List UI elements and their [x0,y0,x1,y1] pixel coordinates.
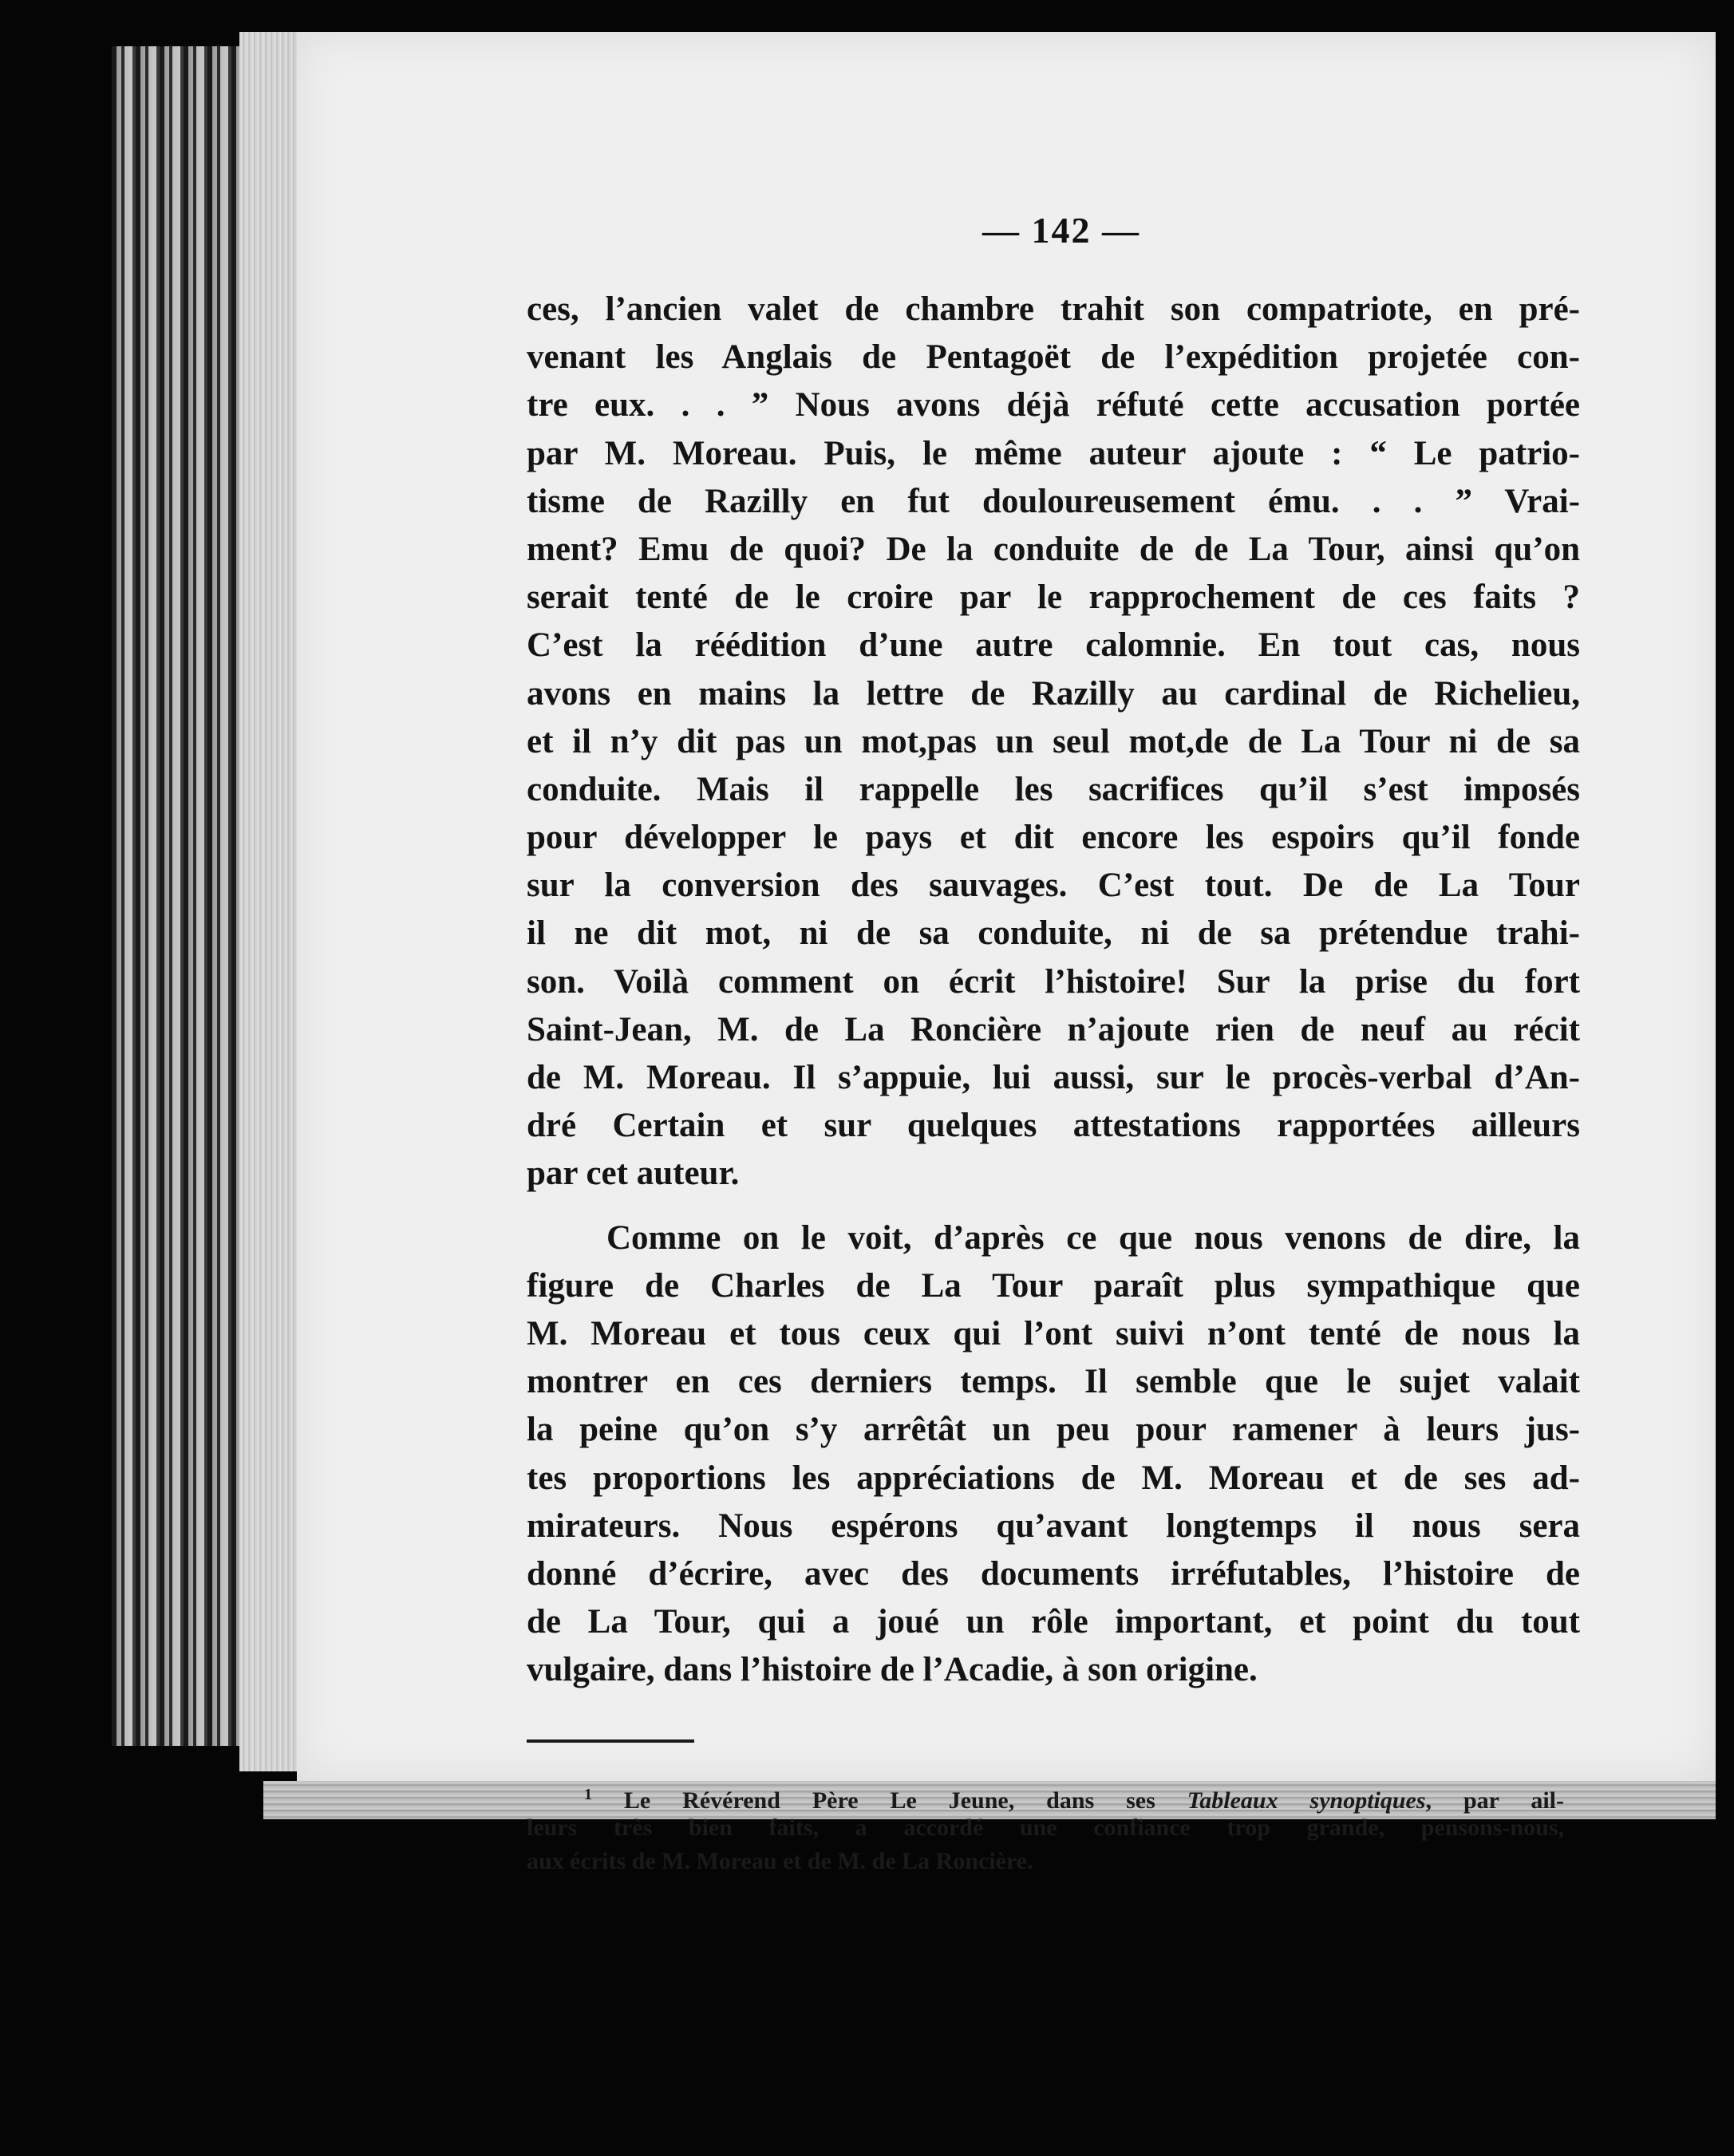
footnote-marker: 1 [584,1786,592,1803]
scan-right-margin [1716,0,1734,2156]
text-line: dré Certain et sur quelques attestations rapportées ailleurs [527,1107,1580,1145]
text-line: vulgaire, dans l’histoire de l’Acadie, à son origine. [527,1651,1258,1689]
text-line: ment? Emu de quoi? De la conduite de de La Tour, ainsi qu’on [527,530,1580,568]
footnote-text: Le Révérend Père Le Jeune, dans ses [623,1787,1187,1814]
text-line: tisme de Razilly en fut douloureusement ému. . . ” Vrai- [527,482,1580,520]
text-line: pour développer le pays et dit encore les espoirs qu’il fonde [527,819,1580,857]
text-line: par M. Moreau. Puis, le même auteur ajoute : “ Le patrio- [527,434,1580,472]
text-line: montrer en ces derniers temps. Il semble que le sujet valait [527,1363,1580,1401]
footnote-line: leurs très bien faits, a accordé une confiance trop grande, pensons-nous, [527,1814,1564,1841]
footnote-line [527,1778,1565,1814]
footnote-line: aux écrits de M. Moreau et de M. de La Roncière. [527,1848,1033,1874]
paragraph-1 [527,286,1580,1198]
text-line: mirateurs. Nous espérons qu’avant longtemps il nous sera [527,1506,1580,1545]
footnote-text: , par ail- [1425,1787,1565,1814]
text-line: venant les Anglais de Pentagoët de l’expédition projetée con- [527,338,1580,377]
footnote-title: Tableaux synoptiques [1187,1787,1426,1814]
text-line: par cet auteur. [527,1155,740,1193]
paragraph-2 [527,1214,1580,1695]
body-text [527,286,1580,1694]
text-line: il ne dit mot, ni de sa conduite, ni de sa prétendue trahi- [527,914,1580,953]
text-line: son. Voilà comment on écrit l’histoire! Sur la prise du fort [527,962,1580,1001]
text-line: de M. Moreau. Il s’appuie, lui aussi, sur le procès-verbal d’An- [527,1059,1580,1096]
text-line: tes proportions les appréciations de M. Moreau et de ses ad- [527,1459,1580,1497]
text-line: sur la conversion des sauvages. C’est tout. De de La Tour [527,867,1580,905]
text-line: donné d’écrire, avec des documents irréfutables, l’histoire de [527,1554,1580,1593]
text-line: Saint-Jean, M. de La Roncière n’ajoute rien de neuf au récit [527,1010,1580,1048]
paragraph-gap [527,1198,1580,1214]
text-line: serait tenté de le croire par le rapprochement de ces faits ? [527,578,1580,617]
text-line: C’est la réédition d’une autre calomnie. En tout cas, nous [527,626,1580,665]
text-line: ces, l’ancien valet de chambre trahit son compatriote, en pré- [527,290,1580,328]
text-line: la peine qu’on s’y arrêtât un peu pour ramener à leurs jus- [527,1411,1580,1449]
text-line: Comme on le voit, d’après ce que nous venons de dire, la [606,1218,1580,1257]
text-line: conduite. Mais il rappelle les sacrifices qu’il s’est imposés [527,770,1580,808]
text-line: M. Moreau et tous ceux qui l’ont suivi n’ont tenté de nous la [527,1314,1580,1352]
text-line: de La Tour, qui a joué un rôle important, et point du tout [527,1603,1580,1641]
text-line: et il n’y dit pas un mot,pas un seul mot,de de La Tour ni de sa [527,722,1580,760]
book-page-edges-inner [239,32,303,1771]
text-line: figure de Charles de La Tour paraît plus sympathique que [527,1266,1580,1305]
text-line: avons en mains la lettre de Razilly au cardinal de Richelieu, [527,674,1580,713]
text-line: tre eux. . . ” Nous avons déjà réfuté cette accusation portée [527,386,1580,424]
footnote [527,1778,1564,1878]
page-number: — 142 — [982,210,1140,251]
footnote-divider [527,1739,694,1743]
